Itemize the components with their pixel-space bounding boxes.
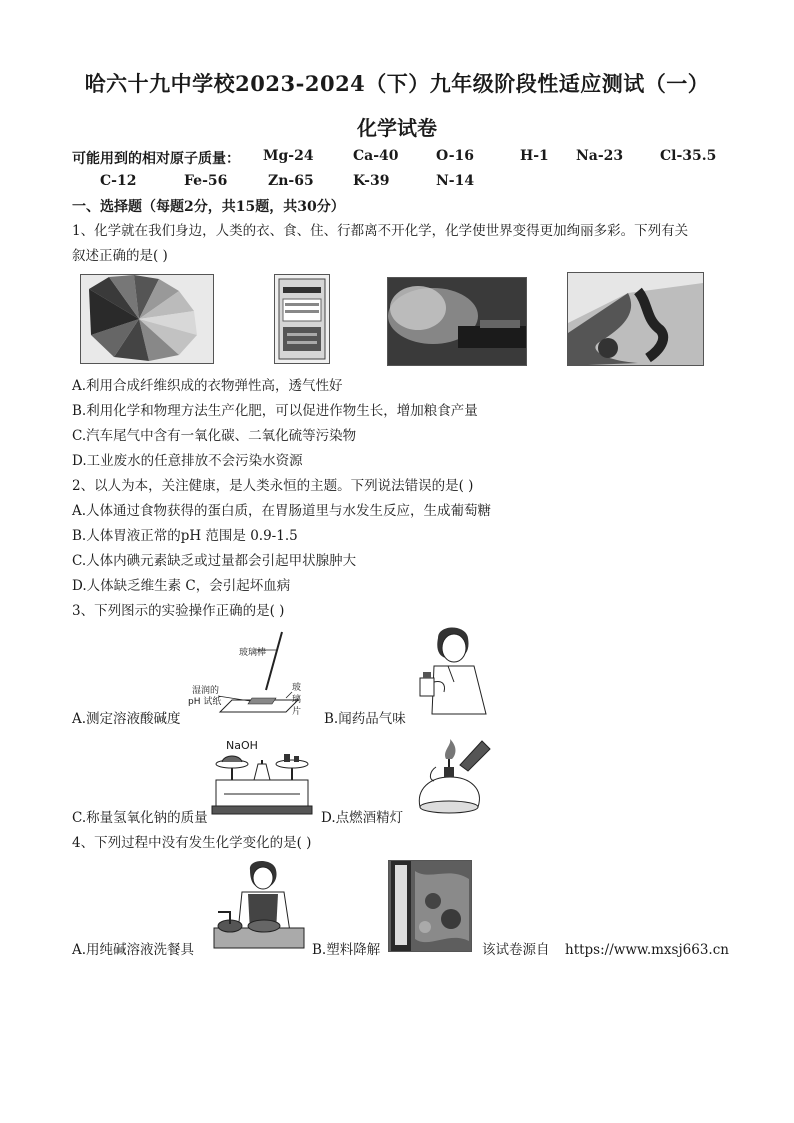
atomic-mass-item: Mg-24 <box>263 148 314 164</box>
smelling-reagent-diagram <box>408 622 494 718</box>
atomic-mass-item: O-16 <box>436 148 475 164</box>
atomic-mass-item: Zn-65 <box>268 173 314 189</box>
glass-plate-label-2: 璃 <box>292 695 302 705</box>
balance-scale-diagram <box>210 750 314 820</box>
atomic-mass-item: H-1 <box>520 148 549 164</box>
fabric-swatch-photo <box>80 274 214 364</box>
exam-title: 哈六十九中学校2023-2024（下）九年级阶段性适应测试（一） <box>84 71 710 96</box>
atomic-mass-item: Ca-40 <box>353 148 399 164</box>
question-3-option-a: A.测定溶液酸碱度 <box>72 711 181 727</box>
question-2-option-b: B.人体胃液正常的pH 范围是 0.9-1.5 <box>72 528 298 544</box>
question-2-option-d: D.人体缺乏维生素 C，会引起坏血病 <box>72 578 291 594</box>
fertilizer-bag-photo <box>274 274 330 364</box>
naoh-label: NaOH <box>226 739 258 752</box>
question-3-option-c: C.称量氢氧化钠的质量 <box>72 810 208 826</box>
plastic-degradation-photo <box>388 860 472 952</box>
question-1-option-c: C.汽车尾气中含有一氧化碳、二氧化硫等污染物 <box>72 428 357 444</box>
atomic-mass-label: 可能用到的相对原子质量： <box>72 151 240 167</box>
atomic-mass-item: N-14 <box>436 173 475 189</box>
question-4-option-b: B.塑料降解 <box>312 942 381 958</box>
question-2-stem: 2、以人为本，关注健康，是人类永恒的主题。下列说法错误的是( ) <box>72 478 474 494</box>
wastewater-photo <box>567 272 704 366</box>
glass-rod-label: 玻璃棒 <box>239 648 267 658</box>
glass-plate-label-3: 片 <box>292 707 302 717</box>
source-text: 该试卷源自 <box>482 942 550 958</box>
source-url: https://www.mxsj663.cn <box>565 942 729 958</box>
question-1-option-d: D.工业废水的任意排放不会污染水资源 <box>72 453 303 469</box>
question-3-option-b: B.闻药品气味 <box>324 711 406 727</box>
question-3-option-d: D.点燃酒精灯 <box>321 810 404 826</box>
ph-paper-label: pH 试纸 <box>188 697 222 707</box>
question-2-option-a: A.人体通过食物获得的蛋白质，在胃肠道里与水发生反应，生成葡萄糖 <box>72 503 492 519</box>
section-heading: 一、选择题（每题2分，共15题，共30分） <box>72 199 345 215</box>
car-exhaust-photo <box>387 277 527 366</box>
glass-plate-label-1: 玻 <box>292 683 302 693</box>
question-4-option-a: A.用纯碱溶液洗餐具 <box>72 942 195 958</box>
exam-subtitle: 化学试卷 <box>357 116 437 140</box>
washing-dishes-illustration <box>212 858 306 952</box>
atomic-mass-item: Na-23 <box>576 148 624 164</box>
question-1-option-a: A.利用合成纤维织成的衣物弹性高，透气性好 <box>72 378 343 394</box>
atomic-mass-item: K-39 <box>353 173 390 189</box>
question-1-stem: 1、化学就在我们身边，人类的衣、食、住、行都离不开化学，化学使世界变得更加绚丽多彩。下列有关 <box>72 223 689 239</box>
atomic-mass-item: Cl-35.5 <box>660 148 717 164</box>
question-4-stem: 4、下列过程中没有发生化学变化的是( ) <box>72 835 312 851</box>
wet-label: 湿润的 <box>192 686 220 696</box>
atomic-mass-item: C-12 <box>100 173 137 189</box>
atomic-mass-item: Fe-56 <box>184 173 228 189</box>
alcohol-lamp-diagram <box>412 737 494 819</box>
question-1-stem: 叙述正确的是( ) <box>72 248 168 264</box>
question-2-option-c: C.人体内碘元素缺乏或过量都会引起甲状腺肿大 <box>72 553 357 569</box>
question-1-option-b: B.利用化学和物理方法生产化肥，可以促进作物生长，增加粮食产量 <box>72 403 478 419</box>
question-3-stem: 3、下列图示的实验操作正确的是( ) <box>72 603 285 619</box>
